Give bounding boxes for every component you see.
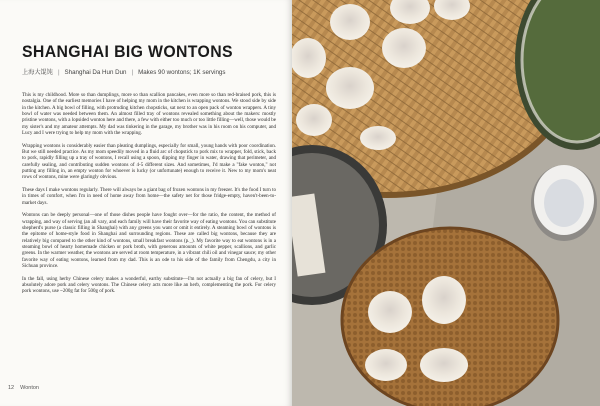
separator: | (57, 69, 60, 76)
recipe-subline (22, 67, 225, 76)
paragraph: Wrapping wontons is considerably easier than pleating dumplings, especially for small, young hands with poor coordination. But we still needed practice. As my mom speedily moved in a fluid arc of chopstick to pork mix to wrapper, fold, stick, back to pork, rapidly filling up a tray of wontons, I recall using a spoon, dipping my finger in water, drawing that perimeter, and carefully sealing, and contributing sudden wontons of 4-5 different sizes. And sometimes, I'd make a "fake wonton," not putting any filling in, an empty wonton for whoever is lucky (or unfortunate) enough to receive it. New to my mom's neat rows of wontons, mine were glaringly obvious. (22, 142, 276, 181)
small-white-bowl (531, 165, 597, 241)
chinese-name: 上海大馄饨 (22, 69, 53, 76)
photo-page (292, 0, 600, 406)
separator: | (131, 69, 134, 76)
wonton-photo (292, 0, 600, 406)
paragraph: In the fall, using herby Chinese celery makes a wonderful, earthy substitute—I'm not actually a big fan of celery, but I absolutely adore pork and celery wontons. The Chinese celery acts more like an herb, complementing the pork. For celery pork wontons, use ~200g fat for 500g of pork. (22, 275, 276, 295)
body-text (22, 92, 276, 301)
text-page (0, 0, 292, 406)
section-name: Wonton (20, 385, 39, 391)
recipe-title: SHANGHAI BIG WONTONS (22, 42, 233, 61)
paragraph: These days I make wontons regularly. There will always be a giant bag of frozen wontons in my freezer. It's the food I turn to in times of comfort, when I'm in need of home away from home—the safety net for those fridge-empty, haven't-been-to-market days. (22, 187, 276, 206)
paragraph: This is my childhood. More so than dumplings, more so than scallion pancakes, even more so than red-braised pork, this is nostalgia. One of the earliest memories I have of helping my mom in the kitchen is wrapping wontons. We stood side by side in the kitchen. A big bowl of filling, with protruding kitchen chopsticks, sat next to an open pack of wonton wrappers. A tiny bowl of water was needed between them. An almost filled tray of wontons revealed something about the makers: mostly pristine wontons, with a lopsided wonton here and there, a few with either too much or too little filling—well, those would be my sister's and my amateur attempts. My dad was tinkering in the garage, my brother was in his room on his computer, and Lucy and I were trying to help my mom with the wrapping. (22, 92, 276, 137)
paragraph: Wontons can be deeply personal—one of those dishes people have fought over—for the ratio, the content, the method of wrapping, and way of serving (an all vary, and each family will have their favorite way of eating wontons. You can substitute shepherd's purse (a classic filling in Shanghai) with any greens you want or omit it entirely. A steaming bowl of wontons is the epitome of home-style food in Shanghai and surrounding regions. These are called big wontons, because they are relatively big compared to the other kind of wontons, small breakfast wontons (p._). My favorite way to eat wontons is in a steaming bowl of hearty homemade chicken or pork broth, with generous amounts of white pepper, scallions, and garlic greens. In the warmer weather, the wontons are served at room temperature, in a vibrant chili oil and vinegar sauce; my other favorite way of eating wontons, learned from my dad. This is an ode to his side of the family from Chengdu, a city in Sichuan province. (22, 212, 276, 270)
page-footer (8, 385, 39, 391)
recipe-yield: Makes 90 wontons; 1K servings (138, 69, 226, 76)
page-number: 12 (8, 385, 15, 391)
pinyin-name: Shanghai Da Hun Dun (64, 69, 127, 76)
